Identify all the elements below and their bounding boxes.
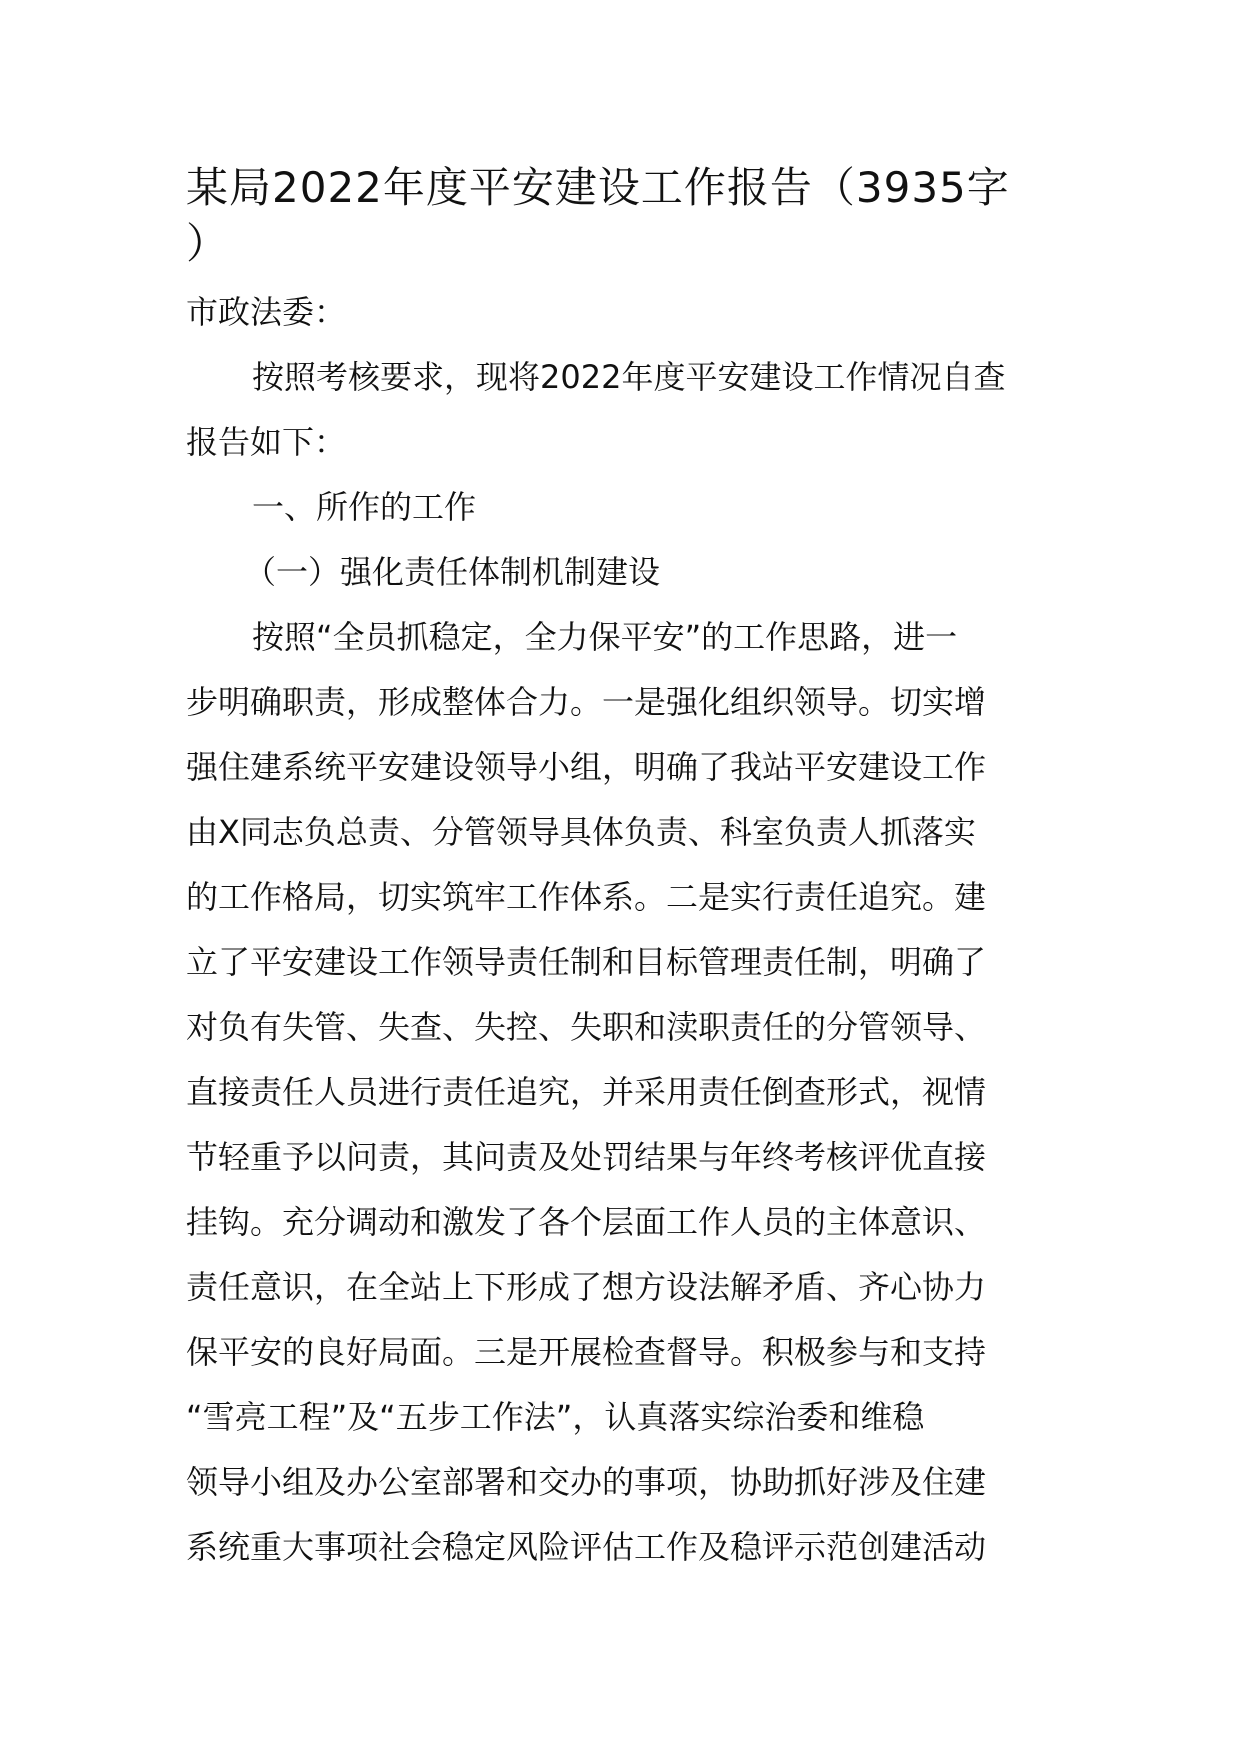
body-line: 立了平安建设工作领导责任制和目标管理责任制，明确了 [186,943,987,981]
salutation: 市政法委： [186,293,347,331]
body-line: 报告如下： [186,423,347,461]
body-line: 步明确职责，形成整体合力。一是强化组织领导。切实增 [186,683,987,721]
title-line-2: ） [186,219,230,268]
section-heading: 一、所作的工作 [252,488,477,526]
body-line: “雪亮工程”及“五步工作法”，认真落实综治委和维稳 [186,1398,925,1436]
document-body [186,280,1054,1580]
body-line: 强住建系统平安建设领导小组，明确了我站平安建设工作 [186,748,987,786]
body-line: 节轻重予以问责，其问责及处罚结果与年终考核评优直接 [186,1138,987,1176]
body-line: 领导小组及办公室部署和交办的事项，协助抓好涉及住建 [186,1463,987,1501]
body-line: 的工作格局，切实筑牢工作体系。二是实行责任追究。建 [186,878,987,916]
document-content [186,160,1054,1580]
body-line: 对负有失管、失查、失控、失职和渎职责任的分管领导、 [186,1008,987,1046]
body-line: 按照考核要求，现将2022年度平安建设工作情况自查 [252,358,1006,396]
subsection-heading: （一）强化责任体制机制建设 [244,553,661,591]
body-line: 系统重大事项社会稳定风险评估工作及稳评示范创建活动 [186,1528,987,1566]
body-line: 直接责任人员进行责任追究，并采用责任倒查形式，视情 [186,1073,987,1111]
body-line: 保平安的良好局面。三是开展检查督导。积极参与和支持 [186,1333,987,1371]
body-line: 按照“全员抓稳定，全力保平安”的工作思路，进一 [252,618,958,656]
body-line: 由X同志负总责、分管领导具体负责、科室负责人抓落实 [186,813,976,851]
body-line: 挂钩。充分调动和激发了各个层面工作人员的主体意识、 [186,1203,987,1241]
title-line-1: 某局2022年度平安建设工作报告（3935字 [186,163,1010,212]
document-title [186,160,1054,272]
body-line: 责任意识，在全站上下形成了想方设法解矛盾、齐心协力 [186,1268,987,1306]
